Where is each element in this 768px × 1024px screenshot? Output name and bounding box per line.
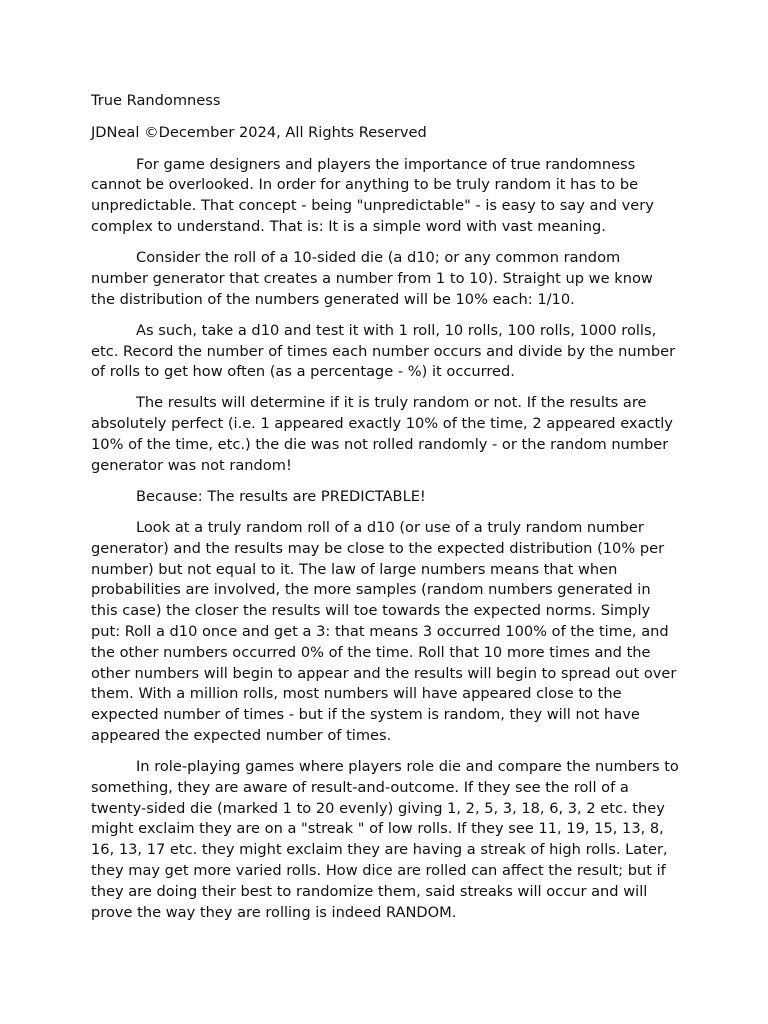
document-byline: JDNeal ©December 2024, All Rights Reserved <box>91 123 427 141</box>
document-title: True Randomness <box>91 92 221 109</box>
paragraph-5: Because: The results are PREDICTABLE! <box>136 487 426 505</box>
paragraph-3: As such, take a d10 and test it with 1 roll, 10 rolls, 100 rolls, 1000 rolls, etc. Record the number of times each number occurs and divide by the number of rolls to get how often (as a percentage - %) it occurred. <box>91 321 676 381</box>
paragraph-4: The results will determine if it is truly random or not. If the results are absolutely perfect (i.e. 1 appeared exactly 10% of the time, 2 appeared exactly 10% of the time, etc.) the die was not rolled randomly - or the random number generator was not random! <box>91 394 673 474</box>
paragraph-1: For game designers and players the importance of true randomness cannot be overlooked. In order for anything to be truly random it has to be unpredictable. That concept - being "unpredictable" - is easy to say and very complex to understand. That is: It is a simple word with vast meaning. <box>91 155 654 235</box>
paragraph-7: In role-playing games where players role die and compare the numbers to something, they are aware of result-and-outcome. If they see the roll of a twenty-sided die (marked 1 to 20 evenly) giving 1, 2, 5, 3, 18, 6, 3, 2 etc. they might exclaim they are on a "streak " of low rolls. If they see 11, 19, 15, 13, 8, 16, 13, 17 etc. they might exclaim they are having a streak of high rolls. Later, they may get more varied rolls. How dice are rolled can affect the result; but if they are doing their best to randomize them, said streaks will occur and will prove the way they are rolling is indeed RANDOM. <box>91 758 679 921</box>
paragraph-2: Consider the roll of a 10-sided die (a d10; or any common random number generator that creates a number from 1 to 10). Straight up we know the distribution of the numbers generated will be 10% each: 1/10. <box>91 249 653 308</box>
document-page <box>91 91 681 934</box>
paragraph-6: Look at a truly random roll of a d10 (or use of a truly random number generator) and the results may be close to the expected distribution (10% per number) but not equal to it. The law of large numbers means that when probabilities are involved, the more samples (random numbers generated in this case) the closer the results will toe towards the expected norms. Simply put: Roll a d10 once and get a 3: that means 3 occurred 100% of the time, and the other numbers occurred 0% of the time. Roll that 10 more times and the other numbers will begin to appear and the results will begin to spread out over them. With a million rolls, most numbers will have appeared close to the expected number of times - but if the system is random, they will not have appeared the expected number of times. <box>91 519 677 744</box>
